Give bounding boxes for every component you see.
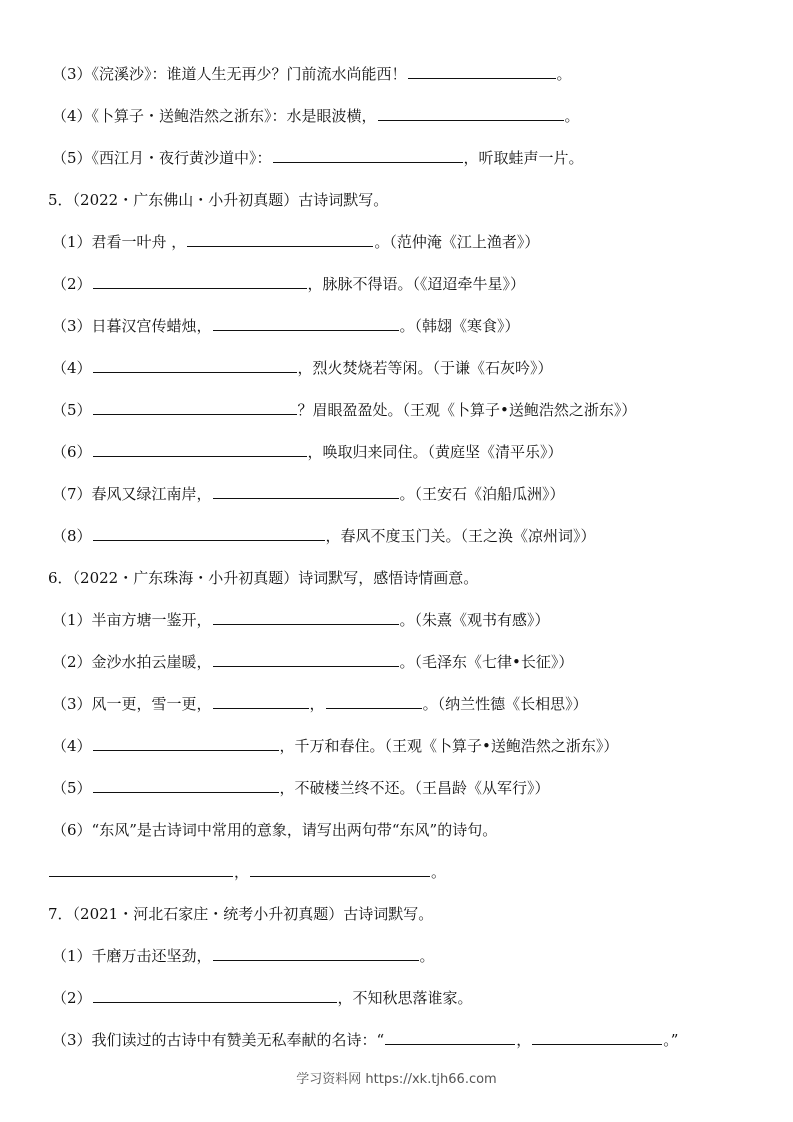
q5-item-7: （7）春风又绿江南岸， 。（王安石《泊船瓜洲》） (52, 482, 753, 506)
q6-item-6: （6）“东风”是古诗词中常用的意象，请写出两句带“东风”的诗句。 (52, 821, 498, 839)
answer-blank[interactable] (93, 398, 297, 415)
q6-item-1: （1）半亩方塘一鉴开， 。（朱熹《观书有感》） (52, 608, 753, 632)
q7-item-2: （2） ，不知秋思落谁家。 (52, 986, 753, 1010)
answer-blank[interactable] (213, 944, 419, 961)
question-6-heading: 6．（2022・广东珠海・小升初真题）诗词默写，感悟诗情画意。 (48, 569, 479, 587)
q6-item-2: （2）金沙水拍云崖暖， 。（毛泽东《七律•长征》） (52, 650, 753, 674)
item-3-huanxisha: （3）《浣溪沙》：谁道人生无再少？门前流水尚能西！ 。 (52, 62, 753, 86)
answer-blank[interactable] (93, 440, 307, 457)
question-7-heading: 7．（2021・河北石家庄・统考小升初真题）古诗词默写。 (48, 905, 434, 923)
q5-item-1: （1）君看一叶舟 ， 。（范仲淹《江上渔者》） (52, 230, 753, 254)
q5-item-8: （8） ，春风不度玉门关。（王之涣《凉州词》） (52, 524, 753, 548)
answer-blank[interactable] (93, 776, 279, 793)
answer-blank[interactable] (250, 860, 430, 877)
answer-blank[interactable] (49, 860, 233, 877)
answer-blank[interactable] (93, 524, 325, 541)
answer-blank[interactable] (213, 608, 399, 625)
q5-item-5: （5） ？眉眼盈盈处。（王观《卜算子•送鲍浩然之浙东》） (52, 398, 753, 422)
page-footer: 学习资料网 https://xk.tjh66.com (296, 1072, 497, 1087)
item-4-busuanzi: （4）《卜算子・送鲍浩然之浙东》：水是眼波横， 。 (52, 104, 753, 128)
question-5-heading: 5．（2022・广东佛山・小升初真题）古诗词默写。 (48, 191, 389, 209)
answer-blank[interactable] (93, 356, 297, 373)
q5-item-6: （6） ，唤取归来同住。（黄庭坚《清平乐》） (52, 440, 753, 464)
q6-item-6-answer-line: ， 。 (48, 860, 753, 884)
answer-blank[interactable] (273, 146, 463, 163)
q7-item-1: （1）千磨万击还坚劲， 。 (52, 944, 753, 968)
q6-item-4: （4） ，千万和春住。（王观《卜算子•送鲍浩然之浙东》） (52, 734, 753, 758)
answer-blank[interactable] (213, 314, 399, 331)
q6-item-5: （5） ，不破楼兰终不还。（王昌龄《从军行》） (52, 776, 753, 800)
q5-item-3: （3）日暮汉宫传蜡烛， 。（韩翃《寒食》） (52, 314, 753, 338)
answer-blank[interactable] (532, 1028, 662, 1045)
answer-blank[interactable] (408, 62, 556, 79)
q6-item-3: （3）风一更，雪一更， ， 。（纳兰性德《长相思》） (52, 692, 753, 716)
q7-item-3: （3）我们读过的古诗中有赞美无私奉献的名诗：“ ， 。” (52, 1028, 753, 1052)
answer-blank[interactable] (93, 734, 279, 751)
answer-blank[interactable] (93, 272, 307, 289)
answer-blank[interactable] (213, 692, 309, 709)
answer-blank[interactable] (187, 230, 373, 247)
q5-item-4: （4） ，烈火焚烧若等闲。（于谦《石灰吟》） (52, 356, 753, 380)
answer-blank[interactable] (385, 1028, 515, 1045)
answer-blank[interactable] (326, 692, 422, 709)
answer-blank[interactable] (213, 650, 399, 667)
q5-item-2: （2） ，脉脉不得语。（《迢迢牵牛星》） (52, 272, 753, 296)
answer-blank[interactable] (93, 986, 337, 1003)
item-5-xijiangyue: （5）《西江月・夜行黄沙道中》： ，听取蛙声一片。 (52, 146, 753, 170)
answer-blank[interactable] (213, 482, 399, 499)
answer-blank[interactable] (378, 104, 564, 121)
